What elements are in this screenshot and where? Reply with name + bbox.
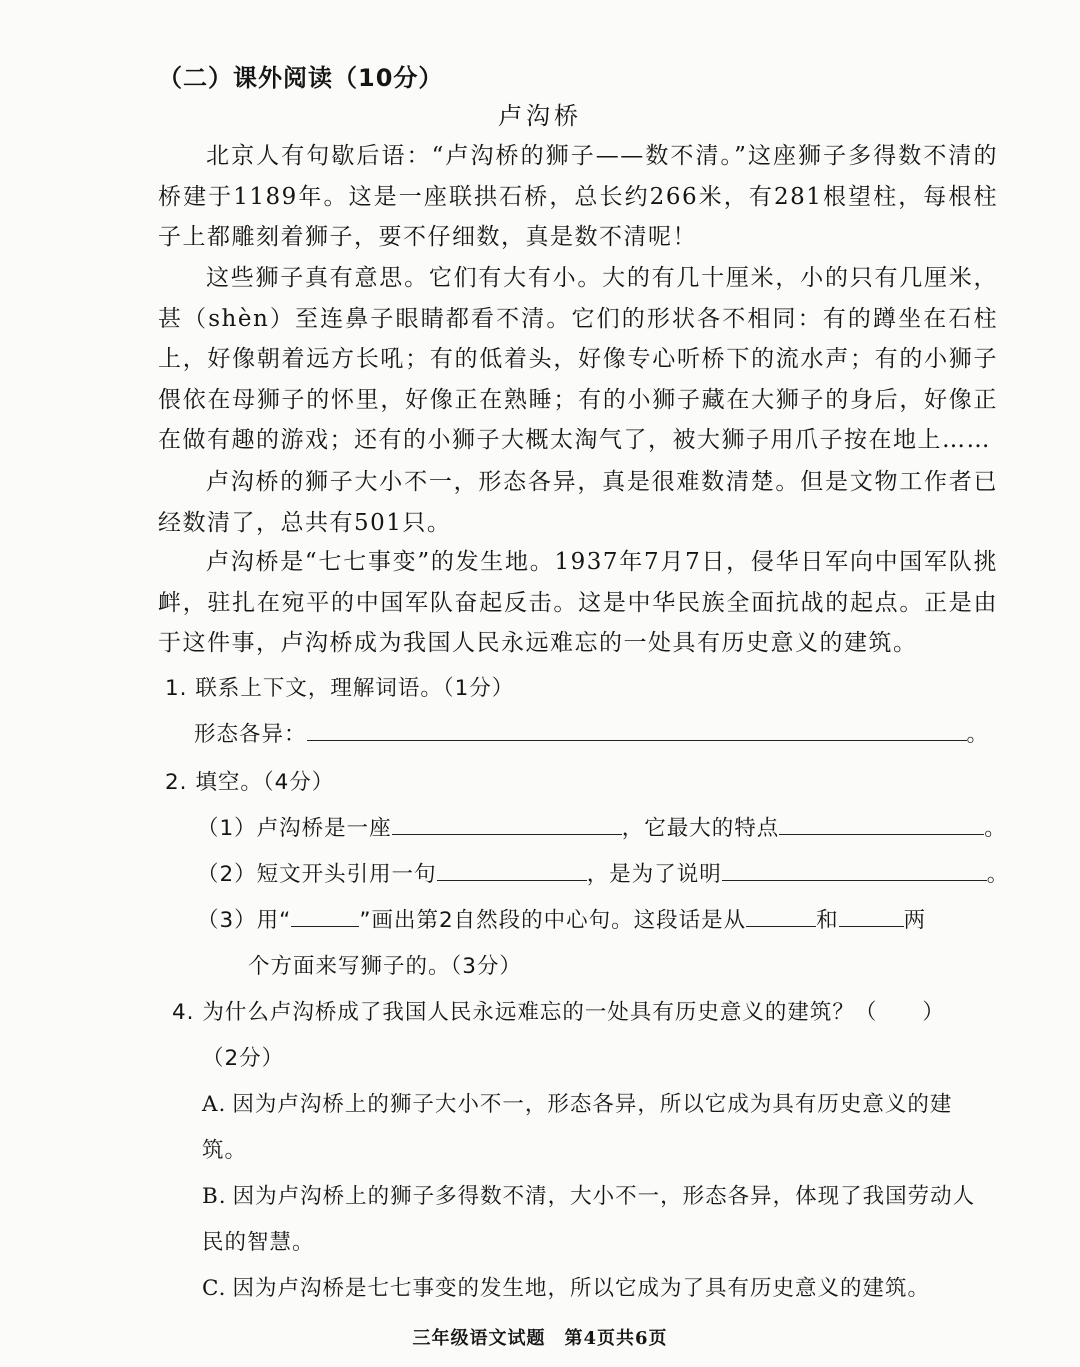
question-2-item-3-text-d: 两: [903, 908, 927, 933]
question-2-title: 2. 填空。（4分）: [165, 770, 335, 795]
question-4-points: （2分）: [202, 1046, 285, 1071]
section-title: （二）课外阅读（10分）: [158, 64, 444, 92]
question-2-item-3-blank-2[interactable]: [839, 906, 904, 927]
article-paragraph-1: 北京人有句歇后语：“卢沟桥的狮子——数不清。”这座狮子多得数不清的桥建于1189年。这是一座联拱石桥，总长约266米，有281根望柱，每根柱子上都雕刻着狮子，要不仔细数，真是数不清呢！: [158, 143, 998, 250]
question-1-end: 。: [966, 722, 990, 747]
option-c-text: 因为卢沟桥是七七事变的发生地，所以它成为了具有历史意义的建筑。: [232, 1276, 931, 1301]
option-a-text: 因为卢沟桥上的狮子大小不一，形态各异，所以它成为具有历史意义的建筑。: [202, 1092, 953, 1163]
article-title: 卢沟桥: [498, 102, 582, 130]
question-2-item-1-blank-2[interactable]: [779, 814, 984, 835]
article-paragraph-4: 卢沟桥是“七七事变”的发生地。1937年7月7日，侵华日军向中国军队挑衅，驻扎在宛平的中国军队奋起反击。这是中华民族全面抗战的起点。正是由于这件事，卢沟桥成为我国人民永远难忘的一处具有历史意义的建筑。: [158, 549, 998, 656]
question-1-line: [194, 720, 989, 750]
option-b-letter: B.: [202, 1184, 227, 1209]
question-1-prompt: 形态各异：: [194, 722, 307, 747]
option-b-text: 因为卢沟桥上的狮子多得数不清，大小不一，形态各异，体现了我国劳动人民的智慧。: [202, 1184, 976, 1255]
question-2-item-3: [197, 906, 926, 936]
question-2-item-2-text-b: ，是为了说明: [586, 862, 722, 887]
question-1-answer-blank[interactable]: [307, 720, 967, 741]
option-c-letter: C.: [202, 1276, 227, 1301]
question-2-item-3-text-b: ”画出第2自然段的中心句。这段话是从: [359, 908, 747, 933]
question-2-item-2-blank-1[interactable]: [437, 860, 587, 881]
question-2-item-1-text-a: （1）卢沟桥是一座: [197, 816, 392, 841]
question-2-item-1-end: 。: [984, 816, 1007, 841]
question-2-item-3-blank-1[interactable]: [746, 906, 816, 927]
question-2-item-1: [197, 814, 1007, 844]
page-footer: 三年级语文试题 第4页共6页: [412, 1328, 668, 1349]
question-2-item-3-text-c: 和: [816, 908, 839, 933]
question-2-item-3-line-2: 个方面来写狮子的。（3分）: [248, 954, 522, 979]
question-2-item-3-text-a: （3）用“: [197, 908, 292, 933]
question-4-option-b[interactable]: [202, 1174, 992, 1266]
question-2-item-2-blank-2[interactable]: [722, 860, 987, 881]
question-4-option-c[interactable]: [202, 1266, 992, 1312]
question-4-title: 4. 为什么卢沟桥成了我国人民永远难忘的一处具有历史意义的建筑？（ ）: [172, 1000, 945, 1025]
question-2-item-2: [197, 860, 1009, 890]
question-2-item-2-text-a: （2）短文开头引用一句: [197, 862, 437, 887]
question-4-option-a[interactable]: [202, 1082, 992, 1174]
question-1-title: 1. 联系上下文，理解词语。（1分）: [165, 676, 515, 701]
article-paragraph-2: 这些狮子真有意思。它们有大有小。大的有几十厘米，小的只有几厘米，甚（shèn）至连鼻子眼睛都看不清。它们的形状各不相同：有的蹲坐在石柱上，好像朝着远方长吼；有的低着头，好像专心听桥下的流水声；有的小狮子偎依在母狮子的怀里，好像正在熟睡；有的小狮子藏在大狮子的身后，好像正在做有趣的游戏；还有的小狮子大概太淘气了，被大狮子用爪子按在地上……: [158, 265, 998, 453]
article-paragraph-3: 卢沟桥的狮子大小不一，形态各异，真是很难数清楚。但是文物工作者已经数清了，总共有501只。: [158, 469, 998, 536]
question-2-item-3-blank-mark[interactable]: [291, 906, 359, 927]
question-2-item-1-blank-1[interactable]: [392, 814, 622, 835]
option-a-letter: A.: [202, 1092, 227, 1117]
question-2-item-1-text-b: ，它最大的特点: [621, 816, 780, 841]
question-2-item-2-end: 。: [986, 862, 1010, 887]
